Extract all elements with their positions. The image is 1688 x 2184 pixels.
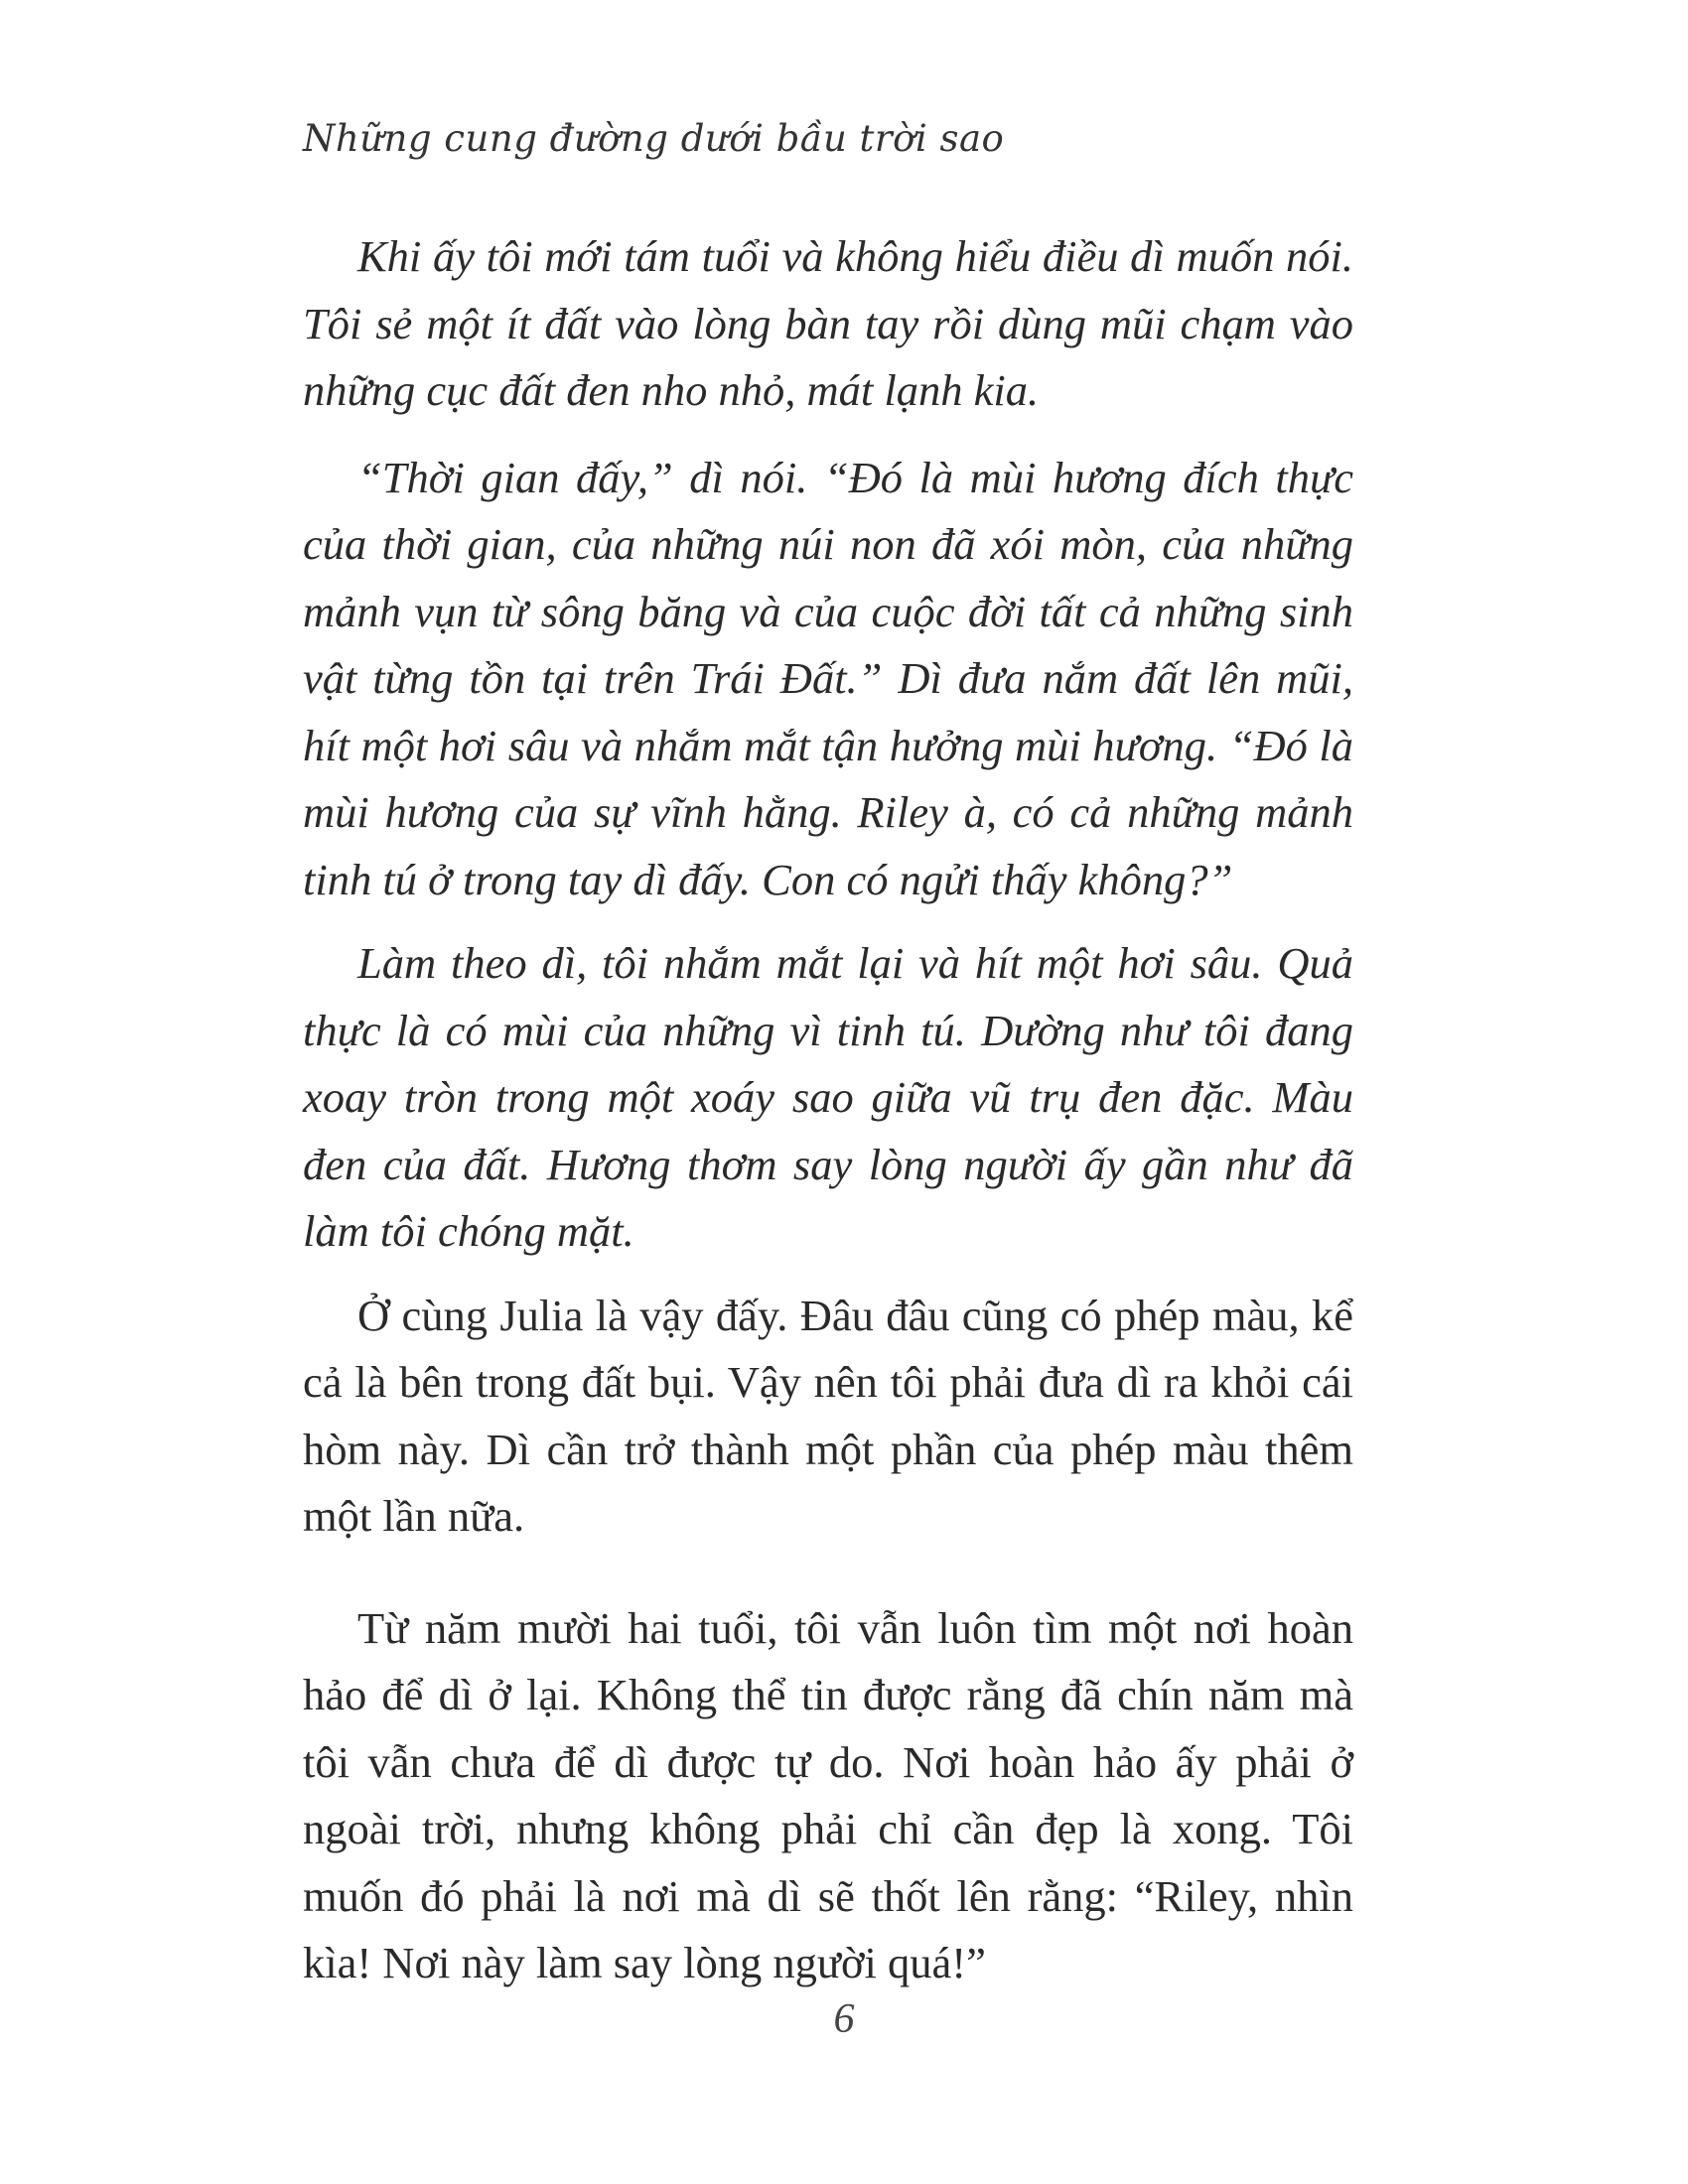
paragraph-3: Làm theo dì, tôi nhắm mắt lại và hít một hơi sâu. Quả thực là có mùi của những vì tinh tú. Dường như tôi đang xoay tròn trong một xoáy sao giữa vũ trụ đen đặc. Màu đen của đất. Hương thơm say lòng người ấy gần như đã làm tôi chóng mặt. xyxy=(303,938,1353,1256)
page-body xyxy=(303,223,1353,2014)
paragraph-5: Từ năm mười hai tuổi, tôi vẫn luôn tìm một nơi hoàn hảo để dì ở lại. Không thể tin được rằng đã chín năm mà tôi vẫn chưa để dì được tự do. Nơi hoàn hảo ấy phải ở ngoài trời, nhưng không phải chỉ cần đẹp là xong. Tôi muốn đó phải là nơi mà dì sẽ thốt lên rằng: “Riley, nhìn kìa! Nơi này làm say lòng người quá!” xyxy=(303,1602,1353,1987)
paragraph-4: Ở cùng Julia là vậy đấy. Đâu đâu cũng có phép màu, kể cả là bên trong đất bụi. Vậy nên tôi phải đưa dì ra khỏi cái hòm này. Dì cần trở thành một phần của phép màu thêm một lần nữa. xyxy=(303,1290,1353,1541)
paragraph-2: “Thời gian đấy,” dì nói. “Đó là mùi hương đích thực của thời gian, của những núi non đã xói mòn, của những mảnh vụn từ sông băng và của cuộc đời tất cả những sinh vật từng tồn tại trên Trái Đất.” Dì đưa nắm đất lên mũi, hít một hơi sâu và nhắm mắt tận hưởng mùi hương. “Đó là mùi hương của sự vĩnh hằng. Riley à, có cả những mảnh tinh tú ở trong tay dì đấy. Con có ngửi thấy không?” xyxy=(303,452,1353,904)
running-header: Những cung đường dưới bầu trời sao xyxy=(303,117,1005,160)
page-number: 6 xyxy=(833,1996,855,2042)
paragraph-1: Khi ấy tôi mới tám tuổi và không hiểu điều dì muốn nói. Tôi sẻ một ít đất vào lòng bàn tay rồi dùng mũi chạm vào những cục đất đen nho nhỏ, mát lạnh kia. xyxy=(303,231,1353,415)
